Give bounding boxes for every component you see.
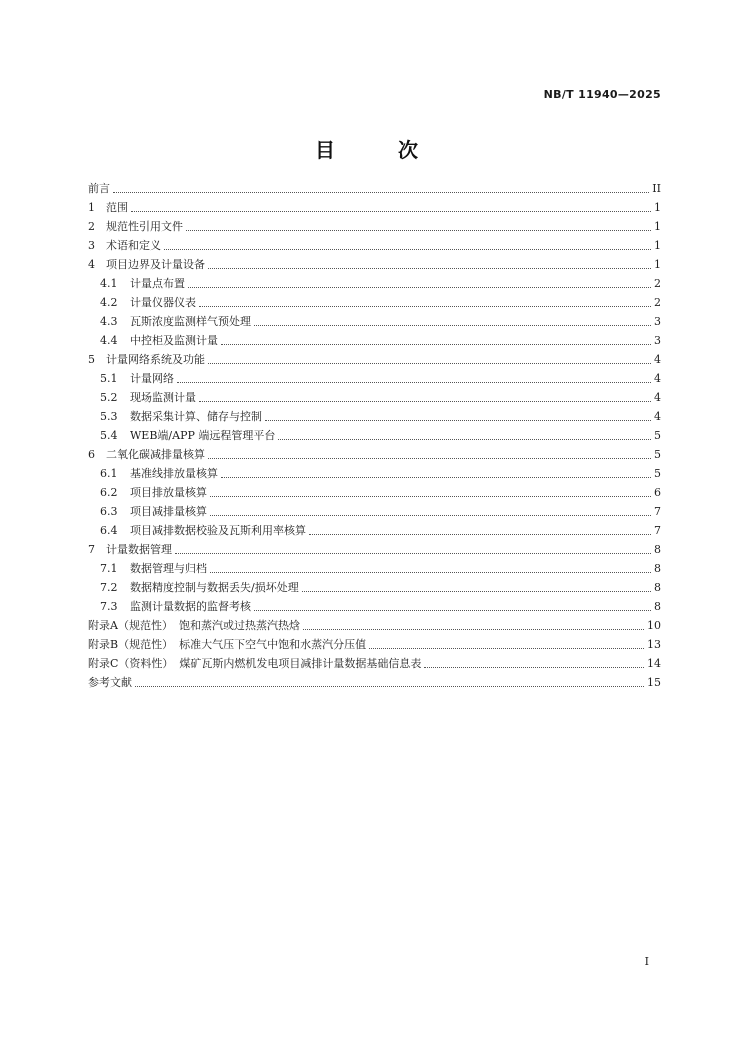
- toc-dot-leader: [221, 476, 651, 478]
- toc-dot-leader: [208, 267, 651, 269]
- toc-entry[interactable]: [88, 538, 661, 557]
- toc-entry-number: 5.4: [100, 429, 118, 442]
- toc-dot-leader: [199, 400, 651, 402]
- toc-entry-label: 数据采集计算、储存与控制: [130, 410, 262, 423]
- toc-entry-label: 中控柜及监测计量: [130, 334, 218, 347]
- toc-entry[interactable]: [88, 234, 661, 253]
- toc-entry-label: 计量网络: [130, 372, 174, 385]
- toc-entry[interactable]: [88, 386, 661, 405]
- toc-dot-leader: [265, 419, 651, 421]
- toc-entry-label: 监测计量数据的监督考核: [130, 600, 251, 613]
- toc-entry-number: 3: [88, 239, 95, 252]
- table-of-contents: [88, 177, 661, 690]
- toc-dot-leader: [369, 647, 644, 649]
- toc-entry-label: 基准线排放量核算: [130, 467, 218, 480]
- toc-entry[interactable]: [88, 367, 661, 386]
- toc-entry-number: 附录C（资料性）: [88, 657, 174, 670]
- toc-entry[interactable]: [88, 633, 661, 652]
- toc-dot-leader: [210, 495, 651, 497]
- toc-entry-label: 二氧化碳减排量核算: [106, 448, 205, 461]
- toc-entry-label: 前言: [88, 182, 110, 195]
- toc-entry-number: 6: [88, 448, 95, 461]
- toc-entry-label: 项目减排数据校验及瓦斯利用率核算: [130, 524, 306, 537]
- toc-dot-leader: [164, 248, 651, 250]
- toc-dot-leader: [186, 229, 651, 231]
- toc-dot-leader: [131, 210, 651, 212]
- toc-entry[interactable]: [88, 310, 661, 329]
- toc-entry[interactable]: [88, 329, 661, 348]
- toc-entry-page: 15: [647, 676, 661, 689]
- toc-entry-label: 项目减排量核算: [130, 505, 207, 518]
- toc-entry[interactable]: [88, 348, 661, 367]
- toc-entry[interactable]: [88, 253, 661, 272]
- toc-entry[interactable]: [88, 462, 661, 481]
- toc-entry-number: 4.1: [100, 277, 118, 290]
- toc-entry-page: 8: [654, 581, 661, 594]
- toc-entry-page: 8: [654, 543, 661, 556]
- toc-entry-number: 6.3: [100, 505, 118, 518]
- toc-entry-label: 瓦斯浓度监测样气预处理: [130, 315, 251, 328]
- toc-entry-number: 4.2: [100, 296, 118, 309]
- toc-entry-label: WEB端/APP 端远程管理平台: [130, 429, 276, 442]
- toc-entry-label: 项目边界及计量设备: [106, 258, 205, 271]
- toc-entry-page: 2: [654, 277, 661, 290]
- toc-entry-number: 5.1: [100, 372, 118, 385]
- toc-entry-page: 7: [654, 505, 661, 518]
- toc-entry-number: 4: [88, 258, 95, 271]
- toc-dot-leader: [199, 305, 651, 307]
- toc-dot-leader: [175, 552, 651, 554]
- toc-dot-leader: [254, 324, 651, 326]
- page-title: 目 次: [315, 138, 446, 162]
- toc-entry[interactable]: [88, 519, 661, 538]
- standard-number: NB/T 11940—2025: [543, 88, 661, 101]
- toc-entry[interactable]: [88, 652, 661, 671]
- page-number: I: [644, 955, 649, 968]
- toc-entry-label: 煤矿瓦斯内燃机发电项目减排计量数据基础信息表: [179, 657, 422, 670]
- toc-entry-label: 计量仪器仪表: [130, 296, 196, 309]
- toc-entry[interactable]: [88, 481, 661, 500]
- toc-entry-number: 4.4: [100, 334, 118, 347]
- toc-entry-page: 14: [647, 657, 661, 670]
- toc-entry-label: 参考文献: [88, 676, 132, 689]
- toc-dot-leader: [210, 514, 651, 516]
- toc-entry-page: 8: [654, 562, 661, 575]
- toc-entry-number: 附录A（规范性）: [88, 619, 173, 632]
- toc-entry-number: 7.1: [100, 562, 118, 575]
- toc-dot-leader: [424, 666, 644, 668]
- toc-entry-label: 计量网络系统及功能: [106, 353, 205, 366]
- toc-dot-leader: [210, 571, 651, 573]
- toc-entry-label: 标准大气压下空气中饱和水蒸汽分压值: [179, 638, 367, 651]
- toc-entry-page: 4: [654, 372, 661, 385]
- toc-entry-page: 5: [654, 467, 661, 480]
- toc-entry-page: II: [652, 182, 661, 195]
- toc-dot-leader: [113, 191, 649, 193]
- toc-entry-page: 1: [654, 220, 661, 233]
- toc-entry-page: 6: [654, 486, 661, 499]
- toc-entry-number: 7.2: [100, 581, 118, 594]
- toc-entry[interactable]: [88, 671, 661, 690]
- toc-dot-leader: [208, 362, 651, 364]
- toc-entry-page: 1: [654, 239, 661, 252]
- toc-entry-number: 6.2: [100, 486, 118, 499]
- toc-entry-label: 数据精度控制与数据丢失/损坏处理: [130, 581, 299, 594]
- toc-entry-label: 计量点布置: [130, 277, 185, 290]
- toc-entry-number: 2: [88, 220, 95, 233]
- toc-dot-leader: [208, 457, 651, 459]
- toc-entry-label: 数据管理与归档: [130, 562, 207, 575]
- toc-entry-page: 1: [654, 201, 661, 214]
- toc-entry-page: 13: [647, 638, 661, 651]
- toc-entry-number: 6.4: [100, 524, 118, 537]
- toc-dot-leader: [309, 533, 651, 535]
- toc-entry-page: 7: [654, 524, 661, 537]
- toc-entry-page: 1: [654, 258, 661, 271]
- toc-entry[interactable]: [88, 272, 661, 291]
- toc-entry-number: 附录B（规范性）: [88, 638, 174, 651]
- toc-entry-page: 10: [647, 619, 661, 632]
- toc-dot-leader: [278, 438, 651, 440]
- toc-dot-leader: [177, 381, 651, 383]
- toc-entry-page: 5: [654, 448, 661, 461]
- toc-entry-label: 术语和定义: [106, 239, 161, 252]
- toc-entry-page: 3: [654, 334, 661, 347]
- toc-dot-leader: [221, 343, 651, 345]
- toc-entry-label: 规范性引用文件: [106, 220, 183, 233]
- toc-entry-number: 5.3: [100, 410, 118, 423]
- toc-entry-number: 5.2: [100, 391, 118, 404]
- toc-entry-label: 饱和蒸汽或过热蒸汽热焓: [178, 619, 300, 632]
- toc-entry-label: 现场监测计量: [130, 391, 196, 404]
- toc-entry[interactable]: [88, 443, 661, 462]
- toc-dot-leader: [302, 590, 651, 592]
- toc-entry[interactable]: [88, 614, 661, 633]
- toc-entry-page: 4: [654, 353, 661, 366]
- toc-entry-page: 5: [654, 429, 661, 442]
- toc-entry-number: 5: [88, 353, 95, 366]
- toc-dot-leader: [188, 286, 651, 288]
- toc-entry[interactable]: [88, 557, 661, 576]
- toc-entry[interactable]: [88, 576, 661, 595]
- toc-entry[interactable]: [88, 291, 661, 310]
- toc-entry[interactable]: [88, 424, 661, 443]
- toc-entry-page: 4: [654, 410, 661, 423]
- toc-entry-number: 7.3: [100, 600, 118, 613]
- toc-entry-label: 范围: [106, 201, 128, 214]
- toc-entry-label: 项目排放量核算: [130, 486, 207, 499]
- toc-entry-page: 3: [654, 315, 661, 328]
- toc-entry-number: 7: [88, 543, 95, 556]
- toc-entry[interactable]: [88, 196, 661, 215]
- toc-dot-leader: [135, 685, 644, 687]
- toc-entry-page: 2: [654, 296, 661, 309]
- toc-entry[interactable]: [88, 405, 661, 424]
- toc-entry-page: 4: [654, 391, 661, 404]
- toc-entry-label: 计量数据管理: [106, 543, 172, 556]
- toc-entry[interactable]: [88, 500, 661, 519]
- toc-dot-leader: [254, 609, 651, 611]
- toc-entry[interactable]: [88, 177, 661, 196]
- toc-entry-number: 4.3: [100, 315, 118, 328]
- toc-entry-number: 1: [88, 201, 95, 214]
- toc-entry[interactable]: [88, 595, 661, 614]
- toc-entry-page: 8: [654, 600, 661, 613]
- toc-dot-leader: [303, 628, 644, 630]
- toc-entry-number: 6.1: [100, 467, 118, 480]
- toc-entry[interactable]: [88, 215, 661, 234]
